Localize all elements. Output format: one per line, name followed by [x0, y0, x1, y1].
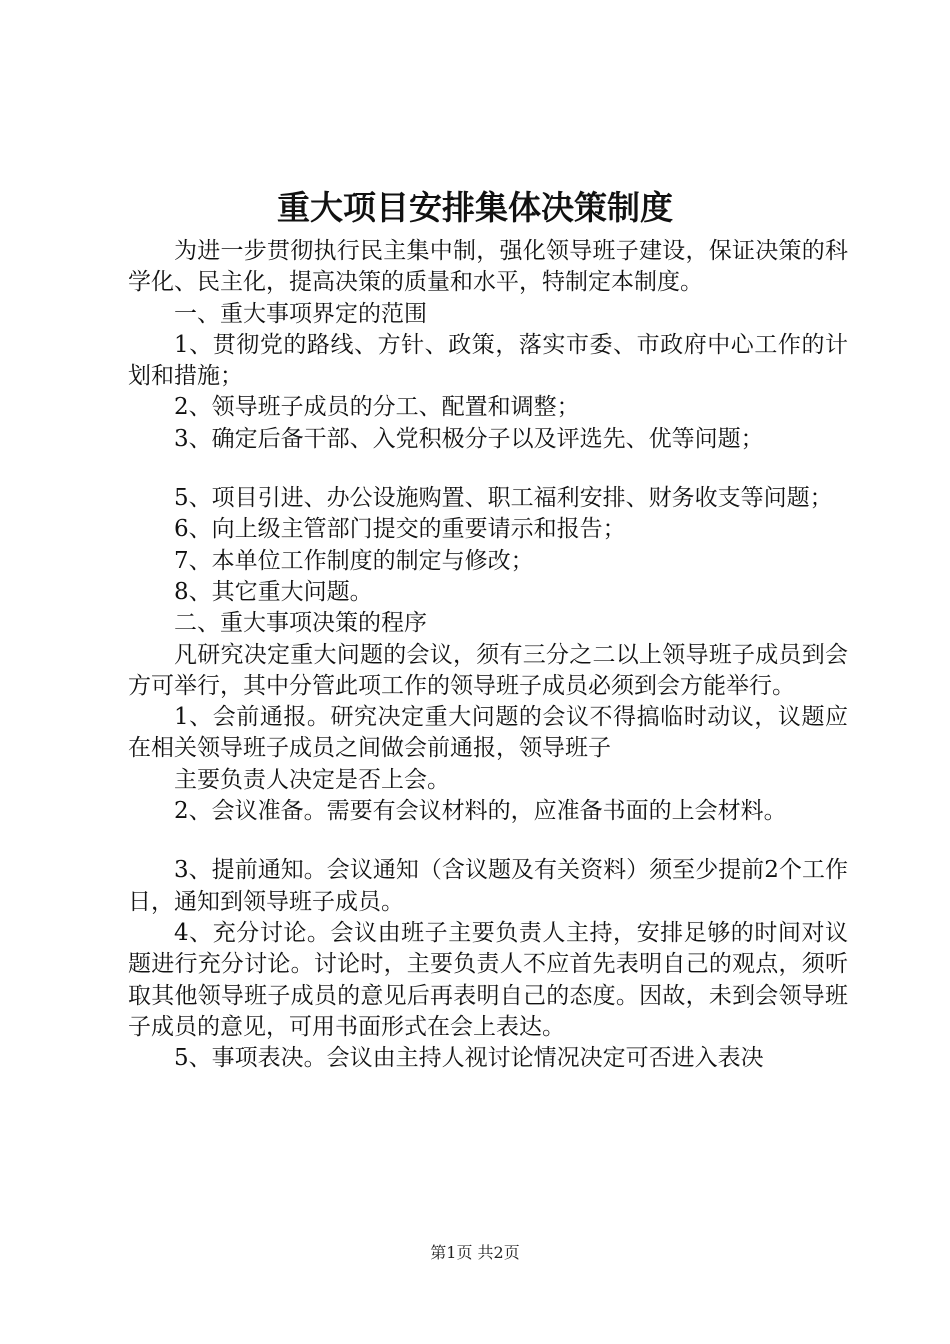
document-body — [128, 236, 848, 1074]
list-item: 2、会议准备。需要有会议材料的，应准备书面的上会材料。 — [174, 798, 787, 825]
paragraph-intro: 为进一步贯彻执行民主集中制，强化领导班子建设，保证决策的科学化、民主化，提高决策的质量和水平，特制定本制度。 — [128, 238, 848, 296]
list-item-continuation: 主要负责人决定是否上会。 — [174, 766, 450, 793]
paragraph-quorum: 凡研究决定重大问题的会议，须有三分之二以上领导班子成员到会方可举行，其中分管此项工作的领导班子成员必须到会方能举行。 — [128, 641, 848, 699]
document-title: 重大项目安排集体决策制度 — [277, 188, 673, 227]
section-heading-procedure: 二、重大事项决策的程序 — [174, 610, 427, 637]
list-item: 2、领导班子成员的分工、配置和调整； — [174, 394, 580, 421]
list-item: 3、确定后备干部、入党积极分子以及评选先、优等问题； — [174, 425, 764, 452]
list-item: 6、向上级主管部门提交的重要请示和报告； — [174, 516, 626, 543]
list-item: 7、本单位工作制度的制定与修改； — [174, 547, 534, 574]
list-item: 1、会前通报。研究决定重大问题的会议不得搞临时动议，议题应在相关领导班子成员之间做会前通报，领导班子 — [128, 704, 848, 762]
list-item: 3、提前通知。会议通知（含议题及有关资料）须至少提前2个工作日，通知到领导班子成员。 — [128, 857, 848, 915]
section-heading-scope: 一、重大事项界定的范围 — [174, 300, 427, 327]
page-number-footer: 第1页 共2页 — [430, 1243, 520, 1262]
list-item: 5、项目引进、办公设施购置、职工福利安排、财务收支等问题； — [174, 485, 833, 512]
list-item: 1、贯彻党的路线、方针、政策，落实市委、市政府中心工作的计划和措施； — [128, 331, 848, 390]
list-item: 5、事项表决。会议由主持人视讨论情况决定可否进入表决 — [174, 1045, 764, 1072]
list-item: 4、充分讨论。会议由班子主要负责人主持，安排足够的时间对议题进行充分讨论。讨论时，主要负责人不应首先表明自己的观点，须听取其他领导班子成员的意见后再表明自己的态度。因故，未到会领导班子成员的意见，可用书面形式在会上表达。 — [128, 919, 848, 1040]
list-item: 8、其它重大问题。 — [174, 578, 373, 605]
